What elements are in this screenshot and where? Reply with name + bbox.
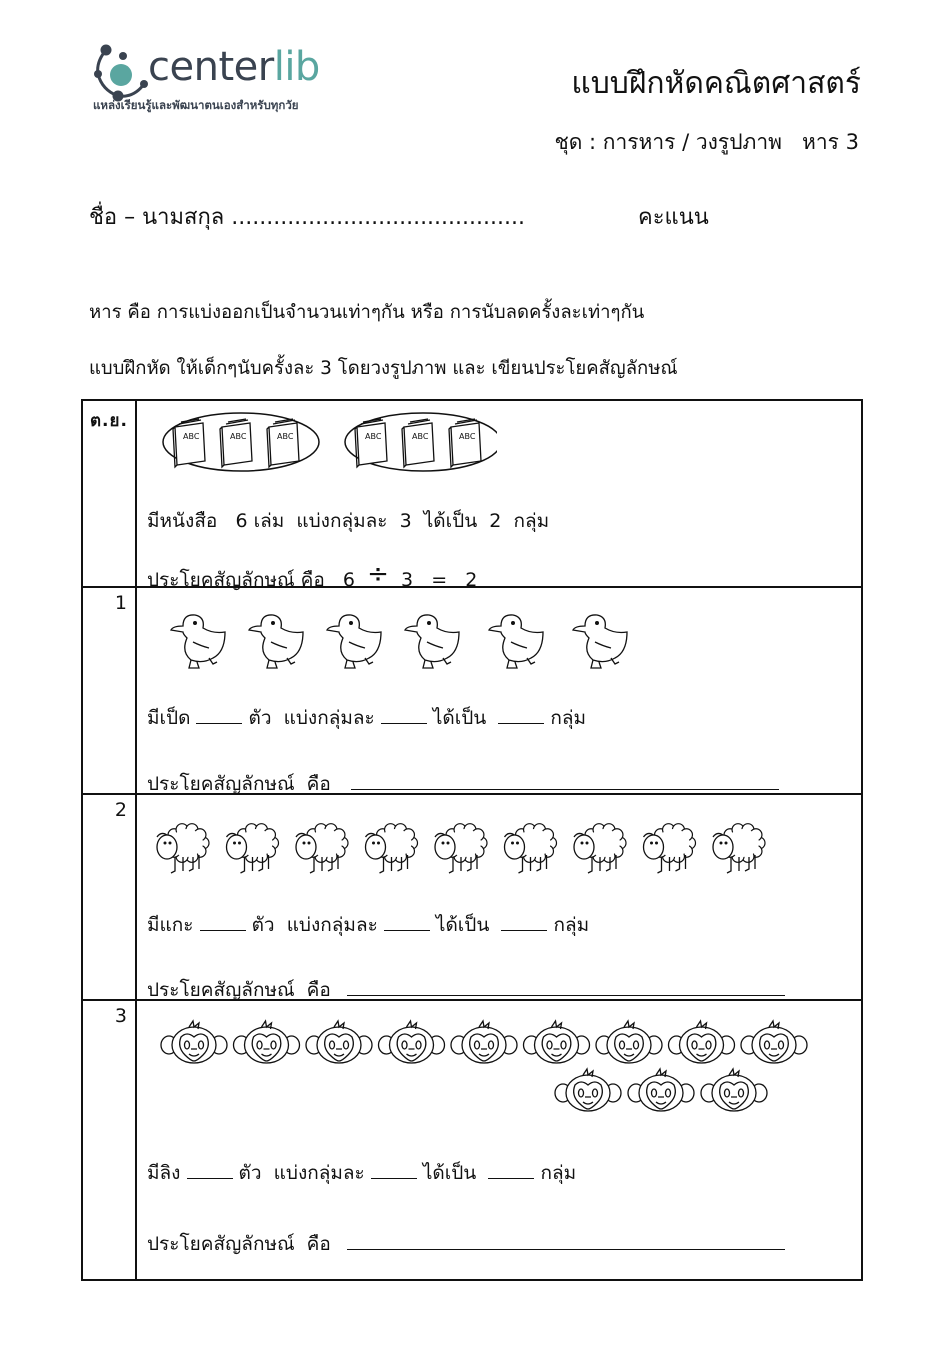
symbol-sentence-label: ประโยคสัญลักษณ์ คือ — [147, 1233, 331, 1255]
sheep-icon — [296, 824, 348, 873]
book-icon — [449, 419, 481, 467]
logo-wordmark — [148, 44, 320, 90]
book-icon — [220, 419, 252, 467]
exercise-equation-line — [147, 1229, 785, 1259]
sheep-icon — [505, 824, 557, 873]
example-content — [137, 401, 861, 591]
sheep-pictures[interactable] — [137, 815, 861, 881]
text-unit: เล่ม — [253, 510, 285, 532]
exercise-row-3 — [83, 1001, 861, 1279]
example-sentence — [147, 506, 549, 536]
exercise-number: 2 — [114, 799, 127, 821]
answer-blank-count[interactable] — [187, 1177, 233, 1179]
text-has: มีเป็ด — [147, 707, 191, 729]
exercise-content — [137, 1001, 861, 1279]
text-group-unit: กลุ่ม — [550, 707, 587, 729]
exercise-number: 1 — [114, 592, 127, 614]
sheep-icon — [366, 824, 418, 873]
book-groups — [137, 409, 497, 475]
monkey-icon — [555, 1069, 621, 1111]
monkey-icon — [234, 1021, 300, 1063]
row-number-cell — [83, 588, 137, 793]
value-groups: 2 — [489, 510, 502, 532]
text-equals: ได้เป็น — [432, 707, 487, 729]
monkey-icon — [701, 1069, 767, 1111]
monkey-pictures[interactable] — [137, 1017, 861, 1117]
text-equals: ได้เป็น — [422, 1162, 477, 1184]
text-unit: ตัว — [251, 914, 275, 936]
divide-sign: ÷ — [367, 559, 389, 589]
text-unit: ตัว — [248, 707, 272, 729]
example-row — [83, 401, 861, 591]
duck-icon — [327, 615, 381, 668]
example-pictures — [137, 409, 861, 475]
duck-icon — [573, 615, 627, 668]
sheep-icon — [157, 824, 209, 873]
sheep-icon — [713, 824, 765, 873]
symbol-sentence-label: ประโยคสัญลักษณ์ คือ — [147, 569, 325, 591]
svg-text:ABC: ABC — [277, 432, 294, 441]
exercise-instruction: แบบฝึกหัด ให้เด็กๆนับครั้งละ 3 โดยวงรูปภาพ และ เขียนประโยคสัญลักษณ์ — [89, 358, 678, 379]
monkey-icon — [596, 1021, 662, 1063]
exercise-content — [137, 588, 861, 793]
duck-icon — [489, 615, 543, 668]
logo-tagline: แหล่งเรียนรู้และพัฒนาตนเองสำหรับทุกวัย — [93, 98, 299, 112]
worksheet-subtitle: ชุด : การหาร / วงรูปภาพ หาร 3 — [554, 130, 859, 154]
text-has: มีแกะ — [147, 914, 194, 936]
monkey-icon — [628, 1069, 694, 1111]
text-has: มีลิง — [147, 1162, 181, 1184]
book-icon — [267, 419, 299, 467]
monkey-icon — [379, 1021, 445, 1063]
duck-icon — [405, 615, 459, 668]
equation-divisor: 3 — [400, 569, 414, 591]
equals-sign: = — [431, 569, 448, 591]
text-groups-of: แบ่งกลุ่มละ — [286, 914, 378, 936]
student-name-field[interactable]: ชื่อ – นามสกุล .......................................... — [89, 205, 525, 230]
svg-text:ABC: ABC — [459, 432, 476, 441]
sheep-icon — [227, 824, 279, 873]
monkey-icon — [669, 1021, 735, 1063]
monkey-icon — [451, 1021, 517, 1063]
equation-quotient: 2 — [465, 569, 478, 591]
text-equals: ได้เป็น — [435, 914, 490, 936]
answer-blank-group-size[interactable] — [384, 929, 430, 931]
worksheet-title: แบบฝึกหัดคณิตศาสตร์ — [571, 66, 861, 101]
monkey-icon — [306, 1021, 372, 1063]
svg-text:ABC: ABC — [412, 432, 429, 441]
exercise-sentence — [147, 910, 589, 940]
sheep-icon — [644, 824, 696, 873]
text-groups-of: แบ่งกลุ่มละ — [283, 707, 375, 729]
answer-blank-equation[interactable] — [347, 994, 785, 996]
value-count: 6 — [235, 510, 248, 532]
text-groups-of: แบ่งกลุ่มละ — [296, 510, 388, 532]
exercise-sentence — [147, 703, 586, 733]
exercise-sentence — [147, 1158, 576, 1188]
text-group-unit: กลุ่ม — [553, 914, 590, 936]
text-has-books: มีหนังสือ — [147, 510, 218, 532]
division-definition: หาร คือ การแบ่งออกเป็นจำนวนเท่าๆกัน หรือ การนับลดครั้งละเท่าๆกัน — [89, 302, 645, 323]
logo-brand-lib: lib — [273, 44, 320, 90]
duck-pictures[interactable] — [137, 606, 861, 678]
text-unit: ตัว — [238, 1162, 262, 1184]
svg-text:ABC: ABC — [183, 432, 200, 441]
monkey-icon — [161, 1021, 227, 1063]
book-icon — [355, 419, 387, 467]
text-group-unit: กลุ่ม — [513, 510, 550, 532]
row-number-cell — [83, 1001, 137, 1279]
exercise-content — [137, 795, 861, 999]
answer-blank-group-size[interactable] — [381, 722, 427, 724]
duck-icon — [171, 615, 225, 668]
exercise-number: 3 — [114, 1005, 127, 1027]
sheep-row[interactable] — [137, 815, 777, 881]
text-group-unit: กลุ่ม — [540, 1162, 577, 1184]
answer-blank-equation[interactable] — [351, 788, 779, 790]
symbol-sentence-label: ประโยคสัญลักษณ์ คือ — [147, 979, 331, 1001]
logo-brand-center: center — [148, 44, 274, 90]
sheep-icon — [574, 824, 626, 873]
monkey-icon — [741, 1021, 807, 1063]
exercise-row-1 — [83, 588, 861, 795]
answer-blank-equation[interactable] — [347, 1248, 785, 1250]
exercise-table — [81, 399, 863, 1281]
text-groups-of: แบ่งกลุ่มละ — [273, 1162, 365, 1184]
answer-blank-group-size[interactable] — [371, 1177, 417, 1179]
symbol-sentence-label: ประโยคสัญลักษณ์ คือ — [147, 773, 331, 795]
answer-blank-groups[interactable] — [498, 722, 544, 724]
answer-blank-groups[interactable] — [488, 1177, 534, 1179]
logo-mark-icon — [92, 40, 152, 102]
answer-blank-count[interactable] — [196, 722, 242, 724]
score-label: คะแนน — [638, 205, 709, 230]
duck-row[interactable] — [137, 606, 637, 678]
monkey-icon — [524, 1021, 590, 1063]
duck-icon — [249, 615, 303, 668]
value-group-size: 3 — [399, 510, 412, 532]
row-number-cell — [83, 795, 137, 999]
text-equals: ได้เป็น — [423, 510, 478, 532]
example-label: ต.ย. — [90, 411, 128, 431]
answer-blank-count[interactable] — [200, 929, 246, 931]
answer-blank-groups[interactable] — [501, 929, 547, 931]
book-icon — [402, 419, 434, 467]
exercise-row-2 — [83, 795, 861, 1001]
row-number-cell — [83, 401, 137, 586]
svg-text:ABC: ABC — [230, 432, 247, 441]
svg-text:ABC: ABC — [365, 432, 382, 441]
book-icon — [173, 419, 205, 467]
sheep-icon — [435, 824, 487, 873]
equation-dividend: 6 — [342, 569, 355, 591]
monkey-rows[interactable] — [137, 1017, 817, 1117]
